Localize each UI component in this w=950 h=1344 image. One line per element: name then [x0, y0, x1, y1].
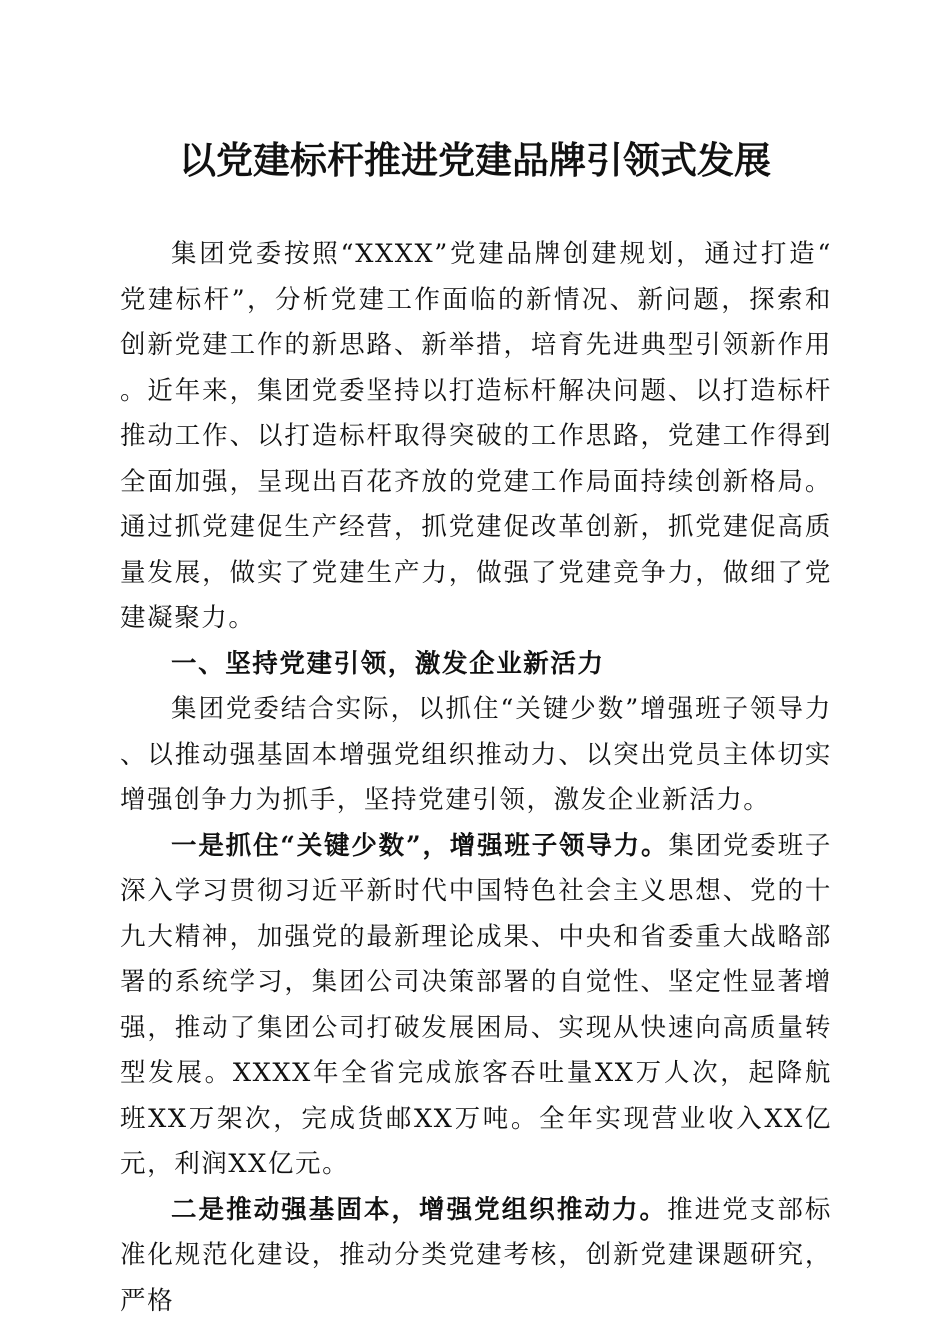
- section-1-paragraph: 集团党委结合实际，以抓住“关键少数”增强班子领导力、以推动强基固本增强党组织推动力、以突出党员主体切实增强创争力为抓手，坚持党建引领，激发企业新活力。: [120, 694, 832, 815]
- point-2-lead: 二是推动强基固本，增强党组织推动力。: [171, 1194, 668, 1225]
- document-title: 以党建标杆推进党建品牌引领式发展: [179, 138, 771, 182]
- document-body: [120, 232, 832, 1324]
- point-1-lead: 一是抓住“关键少数”，增强班子领导力。: [171, 830, 669, 861]
- section-heading-1: 一、坚持党建引领，激发企业新活力: [171, 648, 605, 679]
- point-2-body: 推进党支部标准化规范化建设，推动分类党建考核，创新党建课题研究，严格: [120, 1194, 832, 1316]
- point-1-body: 集团党委班子深入学习贯彻习近平新时代中国特色社会主义思想、党的十九大精神，加强党的最新理论成果、中央和省委重大战略部署的系统学习，集团公司决策部署的自觉性、坚定性显著增强，推动了集团公司打破发展困局、实现从快速向高质量转型发展。XXXX年全省完成旅客吞吐量XX万人次，起降航班XX万架次，完成货邮XX万吨。全年实现营业收入XX亿元，利润XX亿元。: [120, 830, 832, 1179]
- point-2-paragraph: [120, 1188, 832, 1325]
- point-1-paragraph: [120, 824, 832, 1188]
- intro-paragraph: 集团党委按照“XXXX”党建品牌创建规划，通过打造“党建标杆”，分析党建工作面临的新情况、新问题，探索和创新党建工作的新思路、新举措，培育先进典型引领新作用。近年来，集团党委坚持以打造标杆解决问题、以打造标杆推动工作、以打造标杆取得突破的工作思路，党建工作得到全面加强，呈现出百花齐放的党建工作局面持续创新格局。通过抓党建促生产经营，抓党建促改革创新，抓党建促高质量发展，做实了党建生产力，做强了党建竞争力，做细了党建凝聚力。: [120, 239, 832, 633]
